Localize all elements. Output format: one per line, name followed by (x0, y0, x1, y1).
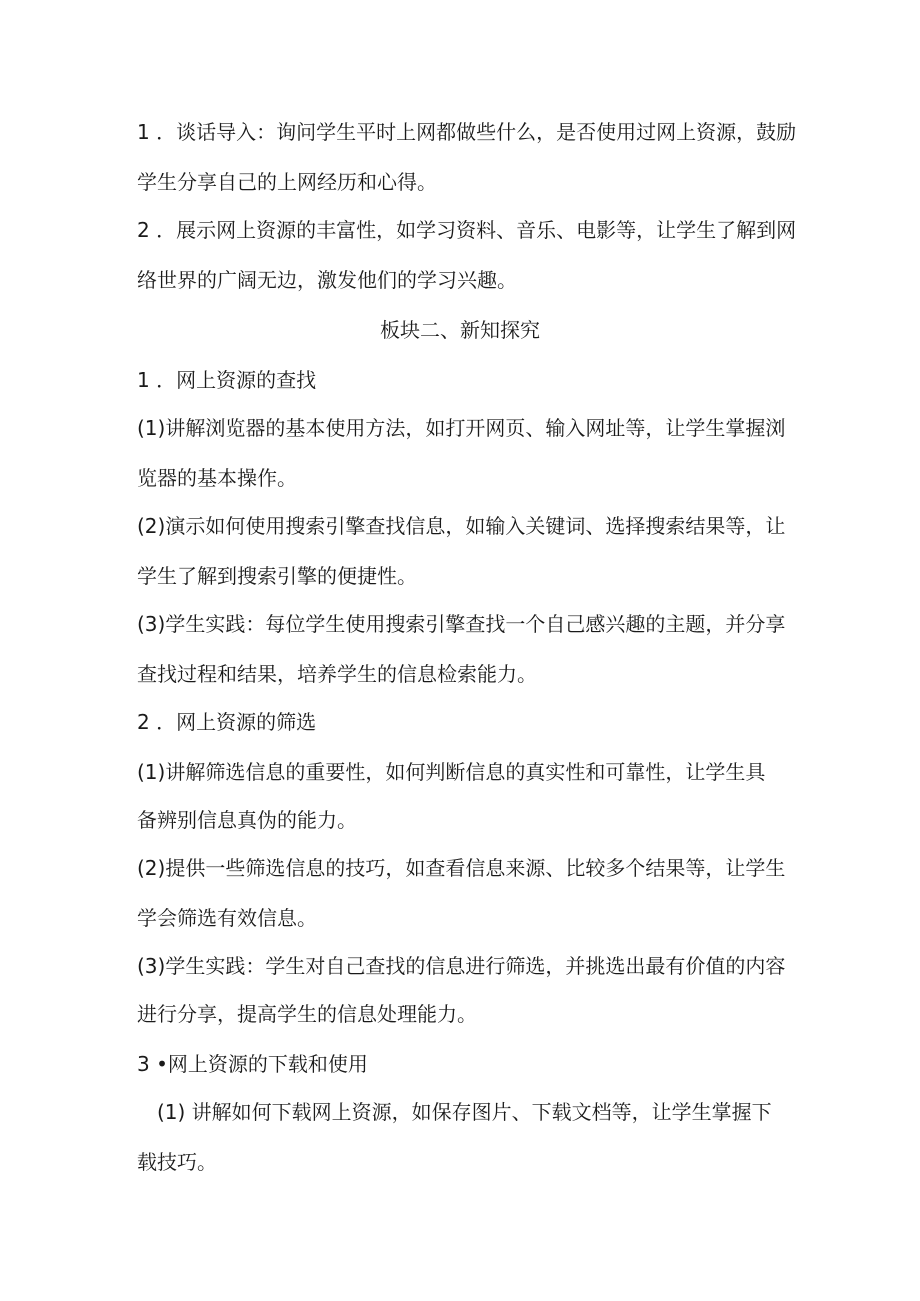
paragraph-line: (3)学生实践：学生对自己查找的信息进行筛选，并挑选出最有价值的内容 (137, 954, 786, 978)
paragraph-line: (3)学生实践：每位学生使用搜索引擎查找一个自己感兴趣的主题，并分享 (137, 612, 786, 636)
section-heading: 板块二、新知探究 (380, 318, 540, 342)
paragraph-line: 络世界的广阔无边，激发他们的学习兴趣。 (137, 268, 517, 292)
paragraph-line: 进行分享，提高学生的信息处理能力。 (137, 1002, 477, 1026)
paragraph-line: 学生分享自己的上网经历和心得。 (137, 170, 437, 194)
subheading-line: 3 •网上资源的下载和使用 (137, 1052, 368, 1076)
paragraph-line: (2)演示如何使用搜索引擎查找信息，如输入关键词、选择搜索结果等，让 (137, 514, 786, 538)
subheading-line: 1 ．网上资源的查找 (137, 368, 317, 392)
paragraph-line: (2)提供一些筛选信息的技巧，如查看信息来源、比较多个结果等，让学生 (137, 856, 786, 880)
paragraph-line: 查找过程和结果，培养学生的信息检索能力。 (137, 662, 537, 686)
paragraph-line: 2 ．展示网上资源的丰富性，如学习资料、音乐、电影等，让学生了解到网 (137, 218, 797, 242)
paragraph-line: (1)讲解筛选信息的重要性，如何判断信息的真实性和可靠性，让学生具 (137, 760, 766, 784)
paragraph-line: 备辨别信息真伪的能力。 (137, 808, 357, 832)
paragraph-line: (1)讲解浏览器的基本使用方法，如打开网页、输入网址等，让学生掌握浏 (137, 416, 786, 440)
paragraph-line: 学会筛选有效信息。 (137, 906, 317, 930)
paragraph-line: (1) 讲解如何下载网上资源，如保存图片、下载文档等，让学生掌握下 (137, 1100, 772, 1124)
subheading-line: 2 ．网上资源的筛选 (137, 710, 317, 734)
paragraph-line: 1 ．谈话导入：询问学生平时上网都做些什么，是否使用过网上资源，鼓励 (137, 120, 797, 144)
paragraph-line: 学生了解到搜索引擎的便捷性。 (137, 564, 417, 588)
paragraph-line: 览器的基本操作。 (137, 466, 297, 490)
paragraph-line: 载技巧。 (137, 1150, 217, 1174)
